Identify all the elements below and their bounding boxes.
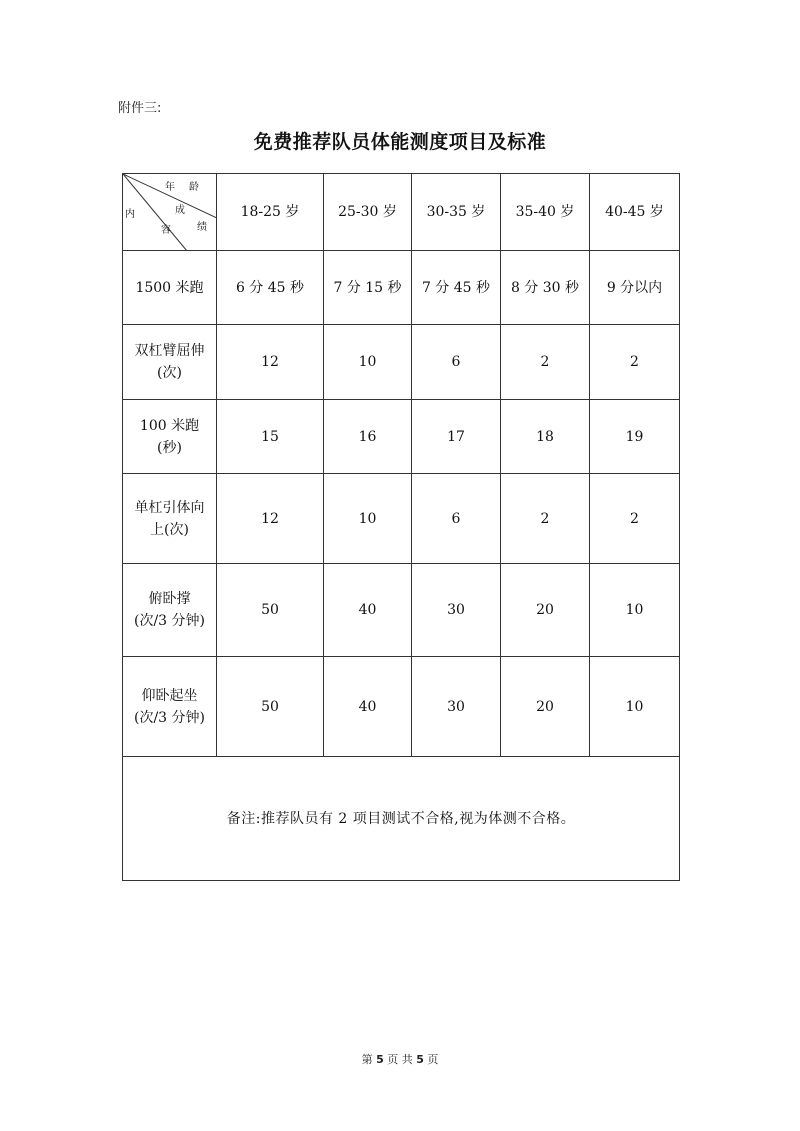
age-header-1: 18-25 岁 (217, 174, 324, 251)
table-row (123, 657, 680, 757)
table-row (123, 474, 680, 564)
standard-value-cell: 30 (412, 657, 501, 757)
note-row (123, 757, 680, 881)
standard-value-cell: 7 分 45 秒 (412, 251, 501, 325)
table-row (123, 325, 680, 400)
corner-rong: 容 (161, 225, 171, 236)
page-footer (0, 1051, 800, 1067)
age-header-2: 25-30 岁 (324, 174, 412, 251)
standard-value-cell: 19 (590, 400, 680, 474)
standard-value-cell: 8 分 30 秒 (501, 251, 590, 325)
item-name-cell (123, 564, 217, 657)
document-title: 免费推荐队员体能测度项目及标准 (253, 131, 547, 153)
standard-value-cell: 2 (501, 474, 590, 564)
item-name-line: 上(次) (150, 521, 189, 538)
table-row (123, 564, 680, 657)
standards-table (122, 173, 680, 881)
table-row (123, 400, 680, 474)
item-name-line: (次/3 分钟) (134, 613, 205, 629)
corner-content: 内 (125, 209, 135, 220)
standard-value-cell: 7 分 15 秒 (324, 251, 412, 325)
standard-value-cell: 6 (412, 474, 501, 564)
item-name-cell (123, 657, 217, 757)
standard-value-cell: 16 (324, 400, 412, 474)
item-name-line: 双杠臂屈伸 (134, 343, 205, 359)
item-name-line: (次/3 分钟) (134, 709, 205, 726)
item-name-line: 俯卧撑 (148, 591, 191, 607)
item-name-line: 仰卧起坐 (141, 687, 198, 704)
standard-value-cell: 17 (412, 400, 501, 474)
item-name-cell (123, 251, 217, 325)
standard-value-cell: 6 分 45 秒 (217, 251, 324, 325)
item-name-line: 1500 米跑 (135, 279, 204, 296)
item-name-line: (秒) (157, 439, 182, 456)
footer-mid: 页 共 (387, 1053, 413, 1066)
standard-value-cell: 50 (217, 564, 324, 657)
item-name-line: 100 米跑 (139, 417, 200, 434)
standard-value-cell: 50 (217, 657, 324, 757)
item-name-line: (次) (157, 365, 182, 381)
corner-score-2: 绩 (197, 222, 207, 233)
age-header-3: 30-35 岁 (412, 174, 501, 251)
standard-value-cell: 10 (324, 474, 412, 564)
standard-value-cell: 15 (217, 400, 324, 474)
standard-value-cell: 18 (501, 400, 590, 474)
standard-value-cell: 2 (501, 325, 590, 400)
standard-value-cell: 40 (324, 564, 412, 657)
standard-value-cell: 30 (412, 564, 501, 657)
item-name-cell (123, 400, 217, 474)
standard-value-cell: 10 (590, 564, 680, 657)
footer-prefix: 第 (361, 1053, 373, 1066)
item-name-cell (123, 474, 217, 564)
standard-value-cell: 2 (590, 474, 680, 564)
corner-age-1: 年 (165, 182, 175, 193)
annex-label: 附件三: (118, 101, 162, 116)
corner-score-1: 成 (175, 205, 185, 216)
standard-value-cell: 20 (501, 564, 590, 657)
item-name-cell (123, 325, 217, 400)
standard-value-cell: 20 (501, 657, 590, 757)
standard-value-cell: 10 (590, 657, 680, 757)
corner-header-cell (123, 174, 217, 251)
footer-suffix: 页 (427, 1053, 439, 1066)
standard-value-cell: 12 (217, 474, 324, 564)
age-header-5: 40-45 岁 (590, 174, 680, 251)
header-row (123, 174, 680, 251)
table-row (123, 251, 680, 325)
item-name-line: 单杠引体向 (134, 499, 205, 516)
footer-page-number: 5 (376, 1053, 384, 1066)
age-header-4: 35-40 岁 (501, 174, 590, 251)
standard-value-cell: 2 (590, 325, 680, 400)
standard-value-cell: 12 (217, 325, 324, 400)
standard-value-cell: 10 (324, 325, 412, 400)
standard-value-cell: 9 分以内 (590, 251, 680, 325)
footer-page-total: 5 (416, 1053, 424, 1066)
corner-age-2: 龄 (189, 182, 199, 193)
remark-note: 备注:推荐队员有 2 项目测试不合格,视为体测不合格。 (123, 757, 680, 881)
standard-value-cell: 40 (324, 657, 412, 757)
standard-value-cell: 6 (412, 325, 501, 400)
